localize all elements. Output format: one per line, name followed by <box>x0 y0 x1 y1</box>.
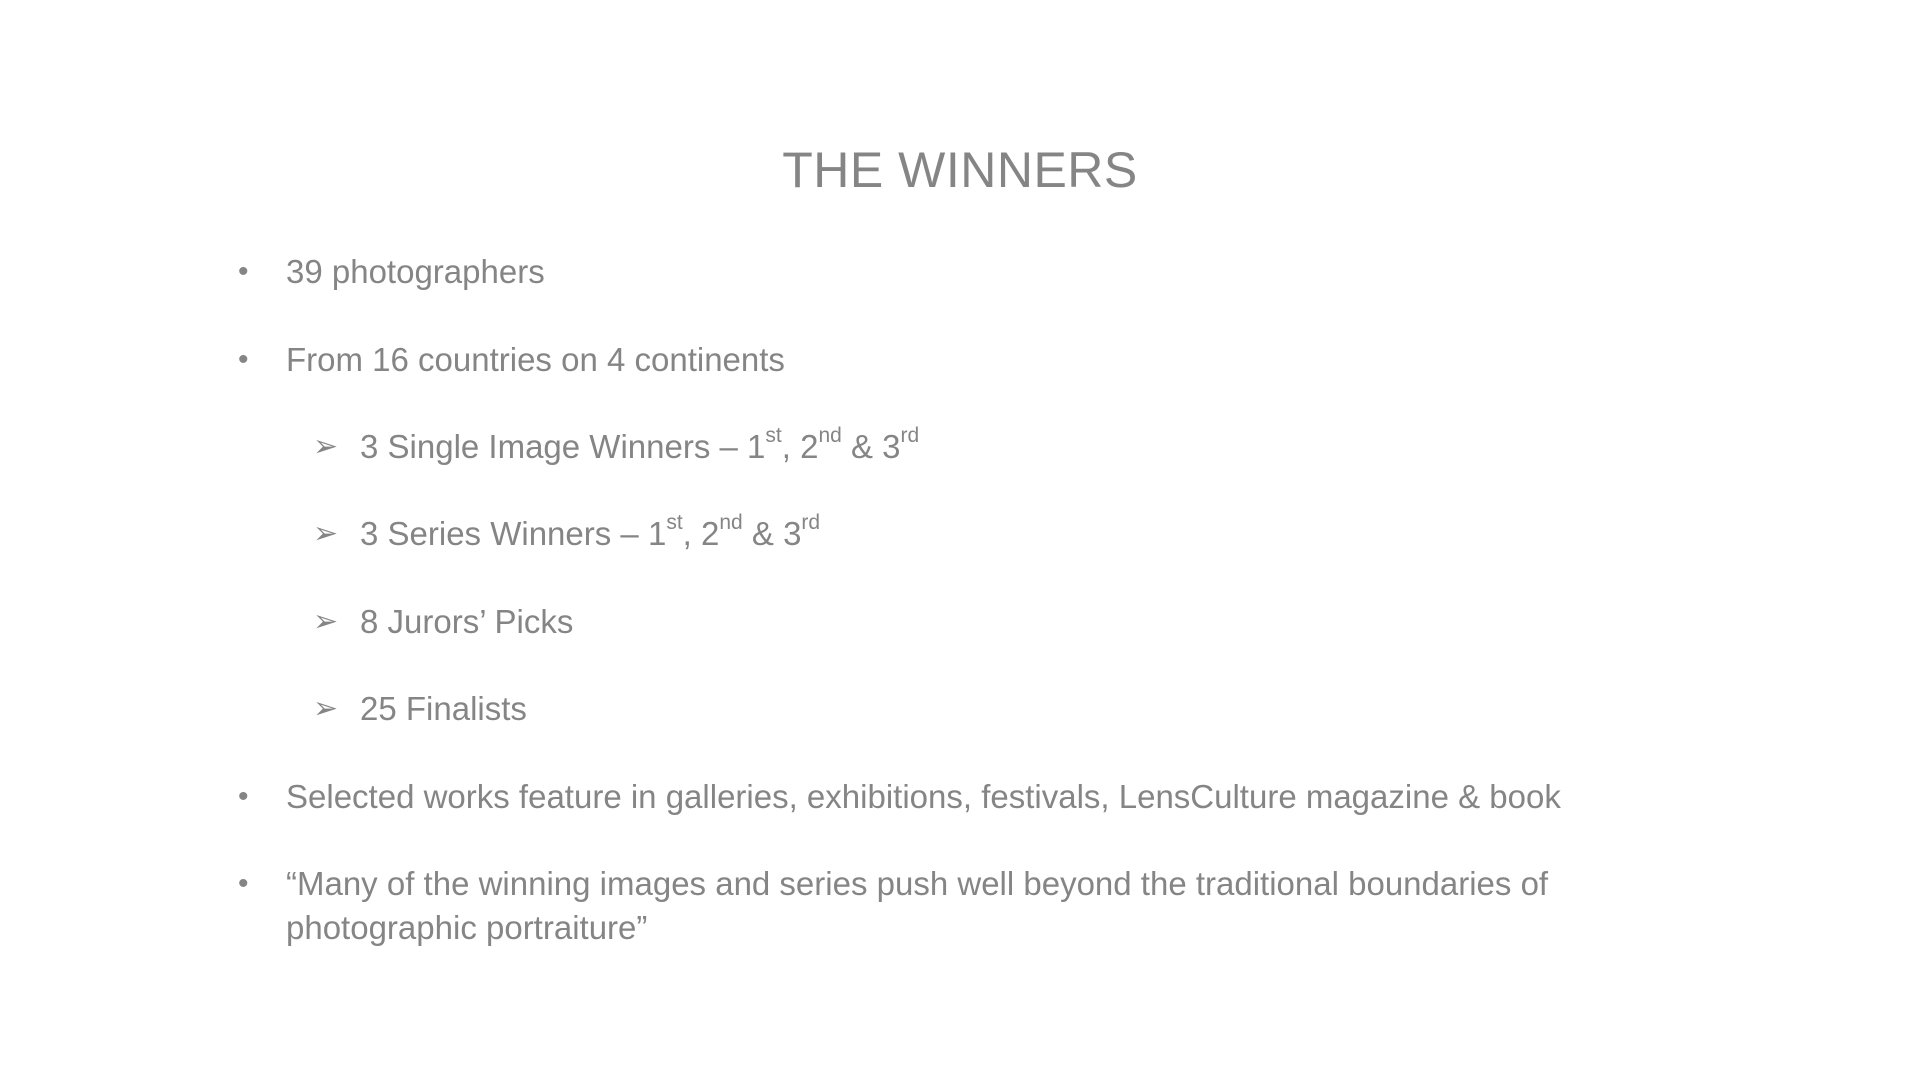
arrow-bullet-icon: ➢ <box>313 692 339 725</box>
text-segment: , 2 <box>682 515 720 552</box>
ordinal-suffix: nd <box>719 511 743 534</box>
bullet-icon: • <box>238 780 249 813</box>
ordinal-suffix: rd <box>801 511 821 534</box>
ordinal-suffix: nd <box>818 424 842 447</box>
arrow-bullet-icon: ➢ <box>313 517 339 550</box>
list-item <box>238 338 785 382</box>
list-item-text: 39 photographers <box>286 253 545 290</box>
list-item <box>238 862 1666 950</box>
list-item <box>238 775 1561 819</box>
list-item-text-quote: “Many of the winning images and series push well beyond the traditional boundaries of photographic portraiture” <box>286 865 1549 946</box>
bullet-icon: • <box>238 343 249 376</box>
ordinal-suffix: st <box>765 424 782 447</box>
slide-title: THE WINNERS <box>782 142 1138 198</box>
text-segment: 3 Single Image Winners – 1 <box>360 428 766 465</box>
list-item-text: Selected works feature in galleries, exhibitions, festivals, LensCulture magazine & book <box>286 778 1561 815</box>
text-segment: & 3 <box>841 428 901 465</box>
sub-list-item <box>313 600 573 644</box>
sub-list-item <box>313 425 919 469</box>
arrow-bullet-icon: ➢ <box>313 430 339 463</box>
sub-list-item-text: 25 Finalists <box>360 690 527 727</box>
ordinal-suffix: st <box>666 511 683 534</box>
bullet-icon: • <box>238 867 249 900</box>
sub-list-item-text: 8 Jurors’ Picks <box>360 603 574 640</box>
text-segment: 3 Series Winners – 1 <box>360 515 667 552</box>
ordinal-suffix: rd <box>900 424 920 447</box>
bullet-icon: • <box>238 255 249 288</box>
text-segment: & 3 <box>742 515 802 552</box>
sub-list-item-text <box>360 512 820 556</box>
sub-list-item <box>313 512 820 556</box>
sub-list-item <box>313 687 527 731</box>
list-item <box>238 250 545 294</box>
text-segment: , 2 <box>781 428 819 465</box>
sub-list-item-text <box>360 425 919 469</box>
list-item-text: From 16 countries on 4 continents <box>286 341 785 378</box>
arrow-bullet-icon: ➢ <box>313 605 339 638</box>
